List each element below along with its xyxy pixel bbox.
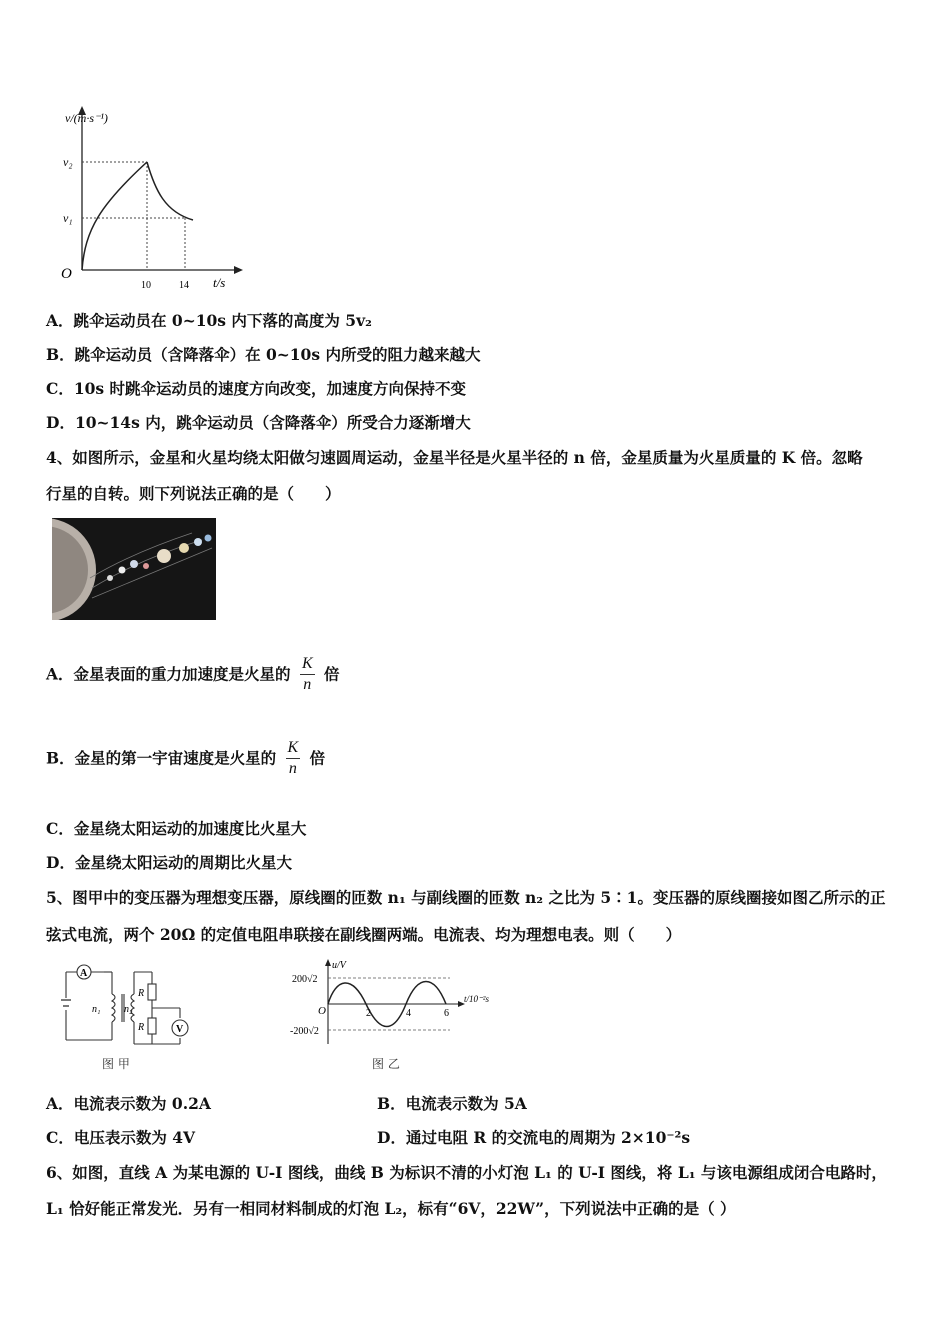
resistor-label-2: R [138,1022,145,1033]
q5-option-d: D．通过电阻 R 的交流电的周期为 2×10⁻²s [377,1128,691,1147]
sine-tick-4: 4 [406,1008,411,1019]
sine-tick-2: 2 [366,1008,371,1019]
q5-stem-line2: 弦式电流，两个 20Ω 的定值电阻串联接在副线圈两端。电流表、均为理想电表。则（ ） [46,925,682,944]
fraction-denominator: n [300,674,315,695]
velocity-time-graph [55,100,255,300]
q4-option-b-suffix: 倍 [309,748,326,768]
q4-stem-line2: 行星的自转。则下列说法正确的是（ ） [46,484,341,503]
figure-b-caption: 图 乙 [372,1057,400,1071]
q5-option-c: C．电压表示数为 4V [46,1128,196,1147]
fraction-denominator: n [286,758,301,779]
voltmeter-label: V [176,1024,184,1035]
q5-stem-line1: 5、图甲中的变压器为理想变压器，原线圈的匝数 n₁ 与副线圈的匝数 n₂ 之比为 5∶1。变压器的原线圈接如图乙所示的正 [46,888,886,907]
q4-option-b-text: B．金星的第一宇宙速度是火星的 [46,748,277,768]
graph1-v1-label: v₁ [63,211,73,225]
q4-option-d: D．金星绕太阳运动的周期比火星大 [46,853,292,872]
fraction-numerator: K [301,655,313,672]
q6-stem-line2: L₁ 恰好能正常发光．另有一相同材料制成的灯泡 L₂，标有“6V，22W”，下列说法中正确的是（ ） [46,1199,736,1218]
q4-option-a-text: A．金星表面的重力加速度是火星的 [46,664,291,684]
sine-pos-peak: 200√2 [292,974,318,985]
q5-option-a: A．电流表示数为 0.2A [46,1094,211,1113]
q3-option-c: C．10s 时跳伞运动员的速度方向改变，加速度方向保持不变 [46,379,467,398]
q4-option-b [46,738,325,779]
graph1-tick-14: 14 [179,280,189,291]
sine-y-label: u/V [332,960,346,971]
fraction-numerator: K [287,739,299,756]
graph1-origin: O [61,266,72,282]
graph1-x-label: t/s [213,275,226,290]
figure-a-caption: 图 甲 [102,1057,130,1071]
fraction-k-over-n-a [300,654,315,695]
transformer-circuit-diagram [56,958,206,1053]
fraction-k-over-n-b [286,738,301,779]
graph1-y-label: v/(m·s⁻¹) [65,111,108,125]
ammeter-label: A [80,968,88,979]
solar-system-image [52,518,216,620]
sine-origin: O [318,1005,326,1017]
graph1-tick-10: 10 [141,280,151,291]
sine-wave-graph [290,956,505,1051]
q6-stem-line1: 6、如图，直线 A 为某电源的 U-I 图线，曲线 B 为标识不清的小灯泡 L₁ 的 U-I 图线，将 L₁ 与该电源组成闭合电路时， [46,1163,887,1182]
sine-tick-6: 6 [444,1008,449,1019]
q4-option-a [46,654,340,695]
n1-label: n₁ [92,1004,101,1015]
q4-option-c: C．金星绕太阳运动的加速度比火星大 [46,819,307,838]
q3-option-b: B．跳伞运动员（含降落伞）在 0~10s 内所受的阻力越来越大 [46,345,481,364]
q5-option-b: B．电流表示数为 5A [377,1094,527,1113]
n2-label: n₂ [124,1004,133,1015]
q4-stem-line1: 4、如图所示，金星和火星均绕太阳做匀速圆周运动，金星半径是火星半径的 n 倍，金星质量为火星质量的 K 倍。忽略 [46,448,863,467]
graph1-v2-label: v₂ [63,155,73,169]
resistor-label-1: R [138,988,145,999]
sine-x-label: t/10⁻²s [464,994,489,1004]
q4-option-a-suffix: 倍 [324,664,340,684]
q3-option-a: A．跳伞运动员在 0~10s 内下落的高度为 5v₂ [46,311,372,330]
q3-option-d: D．10~14s 内，跳伞运动员（含降落伞）所受合力逐渐增大 [46,413,471,432]
sine-neg-peak: -200√2 [290,1026,319,1037]
